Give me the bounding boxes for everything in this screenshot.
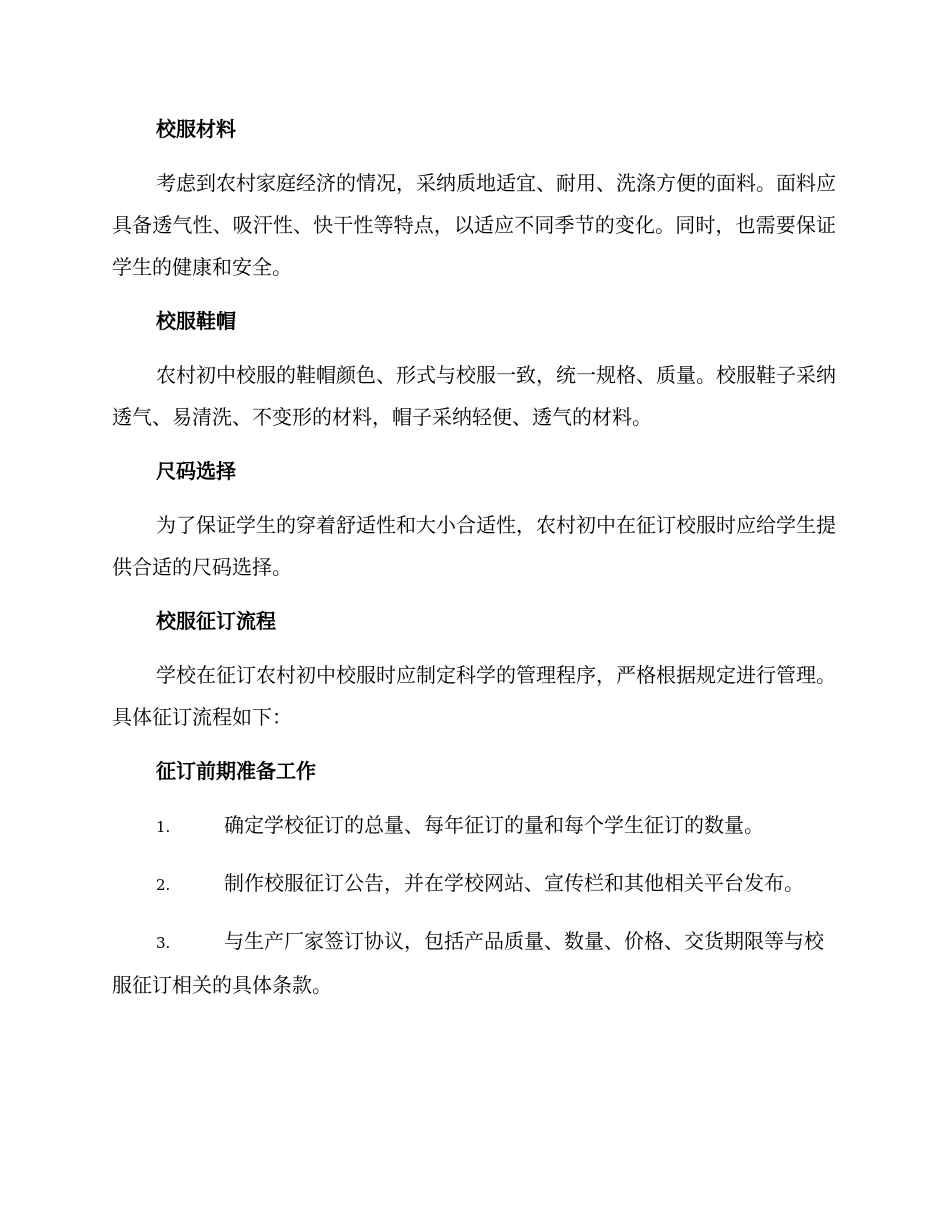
section-paragraph-size-selection: 为了保证学生的穿着舒适性和大小合适性，农村初中在征订校服时应给学生提供合适的尺码选择。 <box>112 513 836 579</box>
list-item-text: 确定学校征订的总量、每年征订的量和每个学生征订的数量。 <box>224 813 764 837</box>
section-paragraph-ordering-process: 学校在征订农村初中校服时应制定科学的管理程序，严格根据规定进行管理。具体征订流程如下： <box>112 663 836 729</box>
section-heading-uniform-shoes-hats: 校服鞋帽 <box>156 309 236 333</box>
section-heading-size-selection: 尺码选择 <box>156 459 236 483</box>
section-heading-uniform-material: 校服材料 <box>156 117 236 141</box>
document-body <box>112 110 836 1020</box>
section-heading-preparation-work: 征订前期准备工作 <box>156 759 316 783</box>
section-paragraph-uniform-material: 考虑到农村家庭经济的情况，采纳质地适宜、耐用、洗涤方便的面料。面料应具备透气性、吸汗性、快干性等特点，以适应不同季节的变化。同时，也需要保证学生的健康和安全。 <box>112 171 836 279</box>
list-item <box>112 804 836 848</box>
list-item <box>112 920 836 1006</box>
list-item <box>112 862 836 906</box>
list-item-text: 与生产厂家签订协议，包括产品质量、数量、价格、交货期限等与校服征订相关的具体条款。 <box>112 929 824 997</box>
list-item-number: 3. <box>156 934 171 952</box>
list-item-text: 制作校服征订公告，并在学校网站、宣传栏和其他相关平台发布。 <box>224 871 804 895</box>
list-item-number: 1. <box>156 818 171 836</box>
section-heading-ordering-process: 校服征订流程 <box>156 609 276 633</box>
list-item-number: 2. <box>156 876 171 894</box>
section-paragraph-uniform-shoes-hats: 农村初中校服的鞋帽颜色、形式与校服一致，统一规格、质量。校服鞋子采纳透气、易清洗、不变形的材料，帽子采纳轻便、透气的材料。 <box>112 363 836 429</box>
